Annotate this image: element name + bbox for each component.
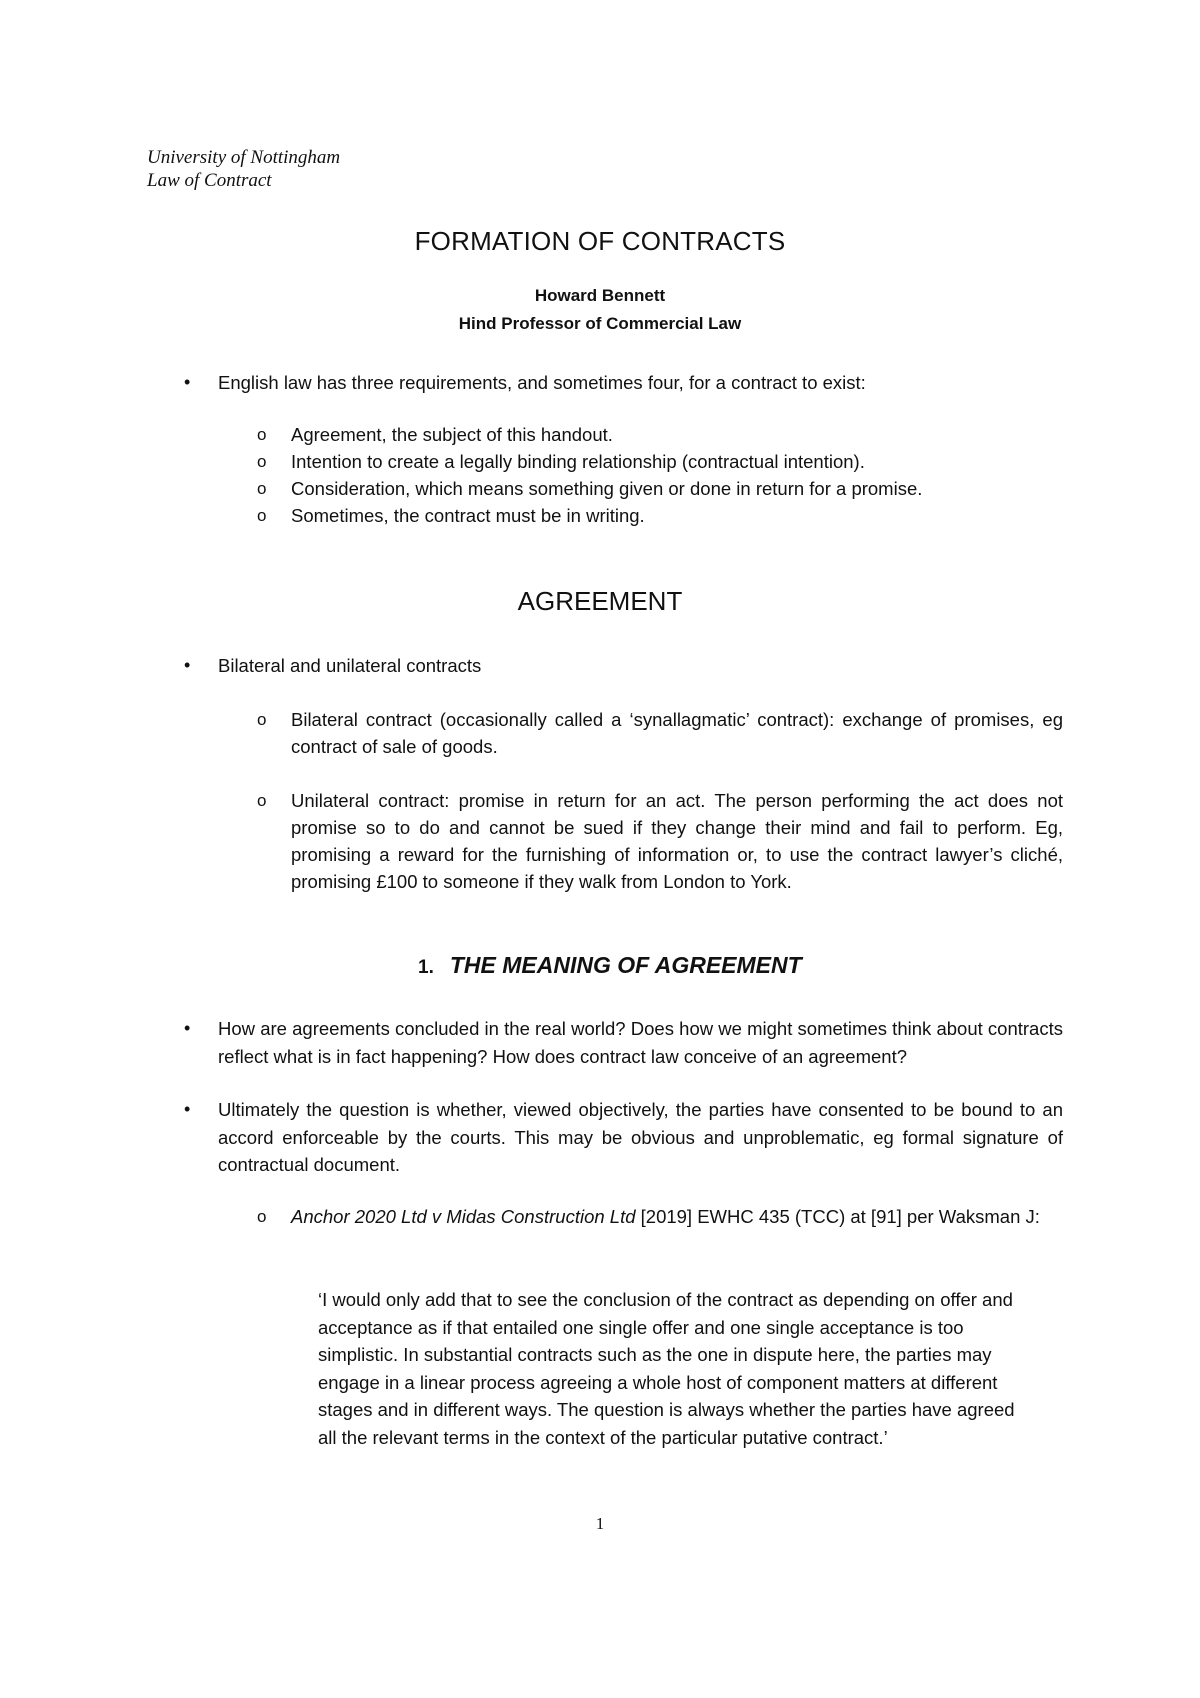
section-number: 1. (418, 957, 434, 978)
judicial-quote: ‘I would only add that to see the conclusion of the contract as depending on offer and acceptance as if that entailed one single offer and one single acceptance is too simplistic. In substantial contracts such as the one in dispute here, the parties may engage in a linear process agreeing a whole host of component matters at different stages and in different ways. The question is always whether the parties have agreed all the relevant terms in the context of the particular putative contract.’ (318, 1289, 1015, 1448)
list-item (257, 448, 1063, 475)
document-title: FORMATION OF CONTRACTS (414, 226, 786, 256)
document-header (147, 146, 340, 192)
list-item-text: Intention to create a legally binding relationship (contractual intention). (291, 451, 865, 472)
list-marker: o (257, 506, 267, 525)
page-number: 1 (595, 1514, 605, 1533)
list-item (257, 502, 1063, 529)
meaning-bullet-2: • Ultimately the question is whether, viewed objectively, the parties have consented to be bound to an accord enforceable by the courts. This may be obvious and unproblematic, eg formal signature of contractual document. (218, 1096, 1063, 1179)
course-name: Law of Contract (147, 170, 272, 191)
intro-bullet: • English law has three requirements, and sometimes four, for a contract to exist: (218, 369, 1063, 397)
list-item (257, 475, 1063, 502)
list-marker: o (257, 479, 267, 498)
list-item-text: Sometimes, the contract must be in writing. (291, 505, 645, 526)
unilateral-item (257, 787, 1063, 895)
list-marker: o (257, 791, 267, 810)
list-marker: o (257, 425, 267, 444)
case-citation: [2019] EWHC 435 (TCC) at [91] per Waksman J: (635, 1206, 1040, 1227)
section-heading (418, 952, 802, 979)
case-name: Anchor 2020 Ltd v Midas Construction Ltd (291, 1206, 636, 1227)
unilateral-text: Unilateral contract: promise in return for an act. The person performing the act does not promise so to do and cannot be sued if they change their mind and fail to perform. Eg, promising a reward for the furnishing of information or, to use the contract lawyer’s cliché, promising £100 to someone if they walk from London to York. (291, 790, 1063, 892)
agreement-bullet: • Bilateral and unilateral contracts (218, 652, 1063, 680)
bilateral-text: Bilateral contract (occasionally called a ‘synallagmatic’ contract): exchange of promises, eg contract of sale of goods. (291, 709, 1063, 757)
list-marker: o (257, 1207, 267, 1226)
bilateral-item (257, 706, 1063, 760)
university-name: University of Nottingham (147, 147, 341, 168)
list-item (257, 421, 1063, 448)
case-item (257, 1203, 1063, 1230)
list-item-text: Agreement, the subject of this handout. (291, 424, 613, 445)
agreement-heading: AGREEMENT (517, 586, 683, 616)
author-name: Howard Bennett (534, 286, 666, 305)
list-marker: o (257, 452, 267, 471)
section-title: THE MEANING OF AGREEMENT (449, 952, 802, 978)
meaning-bullet-1: • How are agreements concluded in the real world? Does how we might sometimes think about contracts reflect what is in fact happening? How does contract law conceive of an agreement? (218, 1015, 1063, 1070)
list-marker: o (257, 710, 267, 729)
list-item-text: Consideration, which means something given or done in return for a promise. (291, 478, 923, 499)
author-position: Hind Professor of Commercial Law (458, 314, 742, 333)
